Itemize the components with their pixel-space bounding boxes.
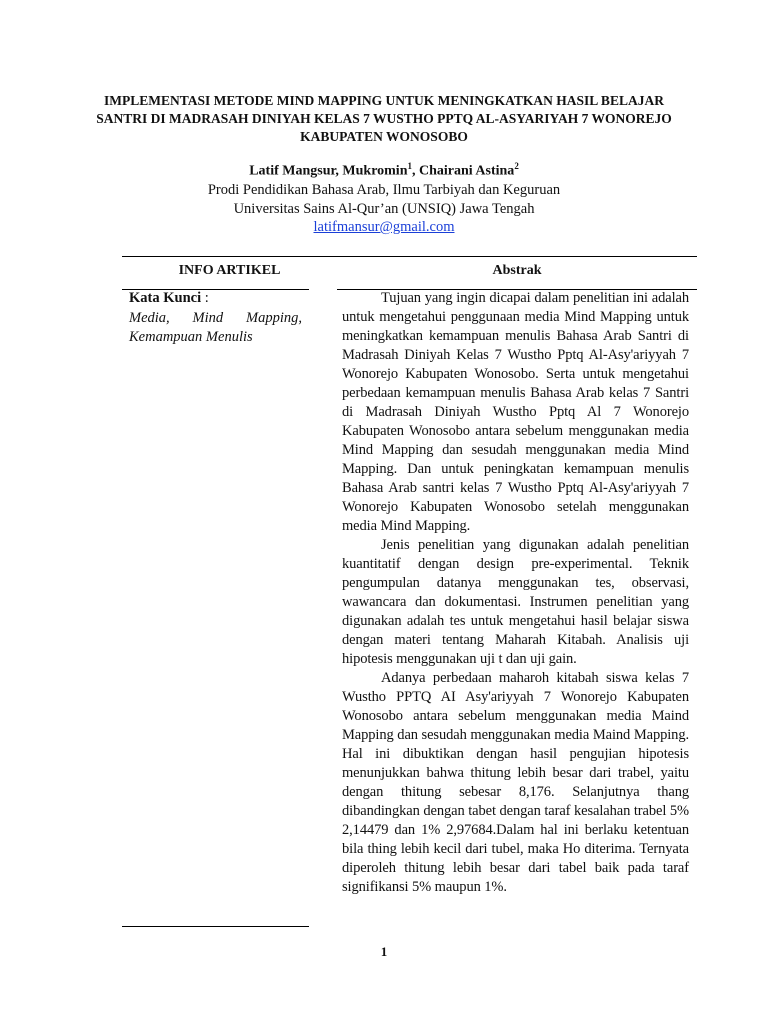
abstract-paragraph: Jenis penelitian yang digunakan adalah penelitian kuantitatif dengan design pre-experimental. Teknik pengumpulan datanya menggunakan tes, observasi, wawancara dan dokumentasi. Instrumen penelitian yang digunakan adalah tes untuk mengetahui hasil belajar siswa dengan materi tentang Maharah Kitabah. Analisis uji hipotesis menggunakan uji t dan uji gain. [342, 537, 689, 667]
abstract-paragraph: Tujuan yang ingin dicapai dalam penelitian ini adalah untuk mengetahui penggunaan media Mind Mapping untuk meningkatkan kemampuan menulis Bahasa Arab Santri di Madrasah Diniyah Kelas 7 Wustho Pptq Al-Asy'ariyyah 7 Wonorejo Kabupaten Wonosobo. Serta untuk mengetahui perbedaan kemampuan menulis Bahasa Arab kelas 7 Santri di Madrasah Diniyah Wustho Pptq Al 7 Wonorejo Kabupaten Wonosobo antara sebelum menggunakan media Mind Mapping dan sesudah menggunakan media Mind Mapping. Dan untuk peningkatan kemampuan menulis Bahasa Arab santri kelas 7 Wustho Pptq Al-Asy'ariyyah 7 Wonorejo Kabupaten Wonosobo setelah menggunakan media Mind Mapping. [342, 290, 689, 534]
author-email-link[interactable]: latifmansur@gmail.com [313, 219, 455, 235]
author-line [120, 161, 648, 180]
affiliation-department: Prodi Pendidikan Bahasa Arab, Ilmu Tarbiyah dan Keguruan [207, 182, 561, 198]
abstract-heading: Abstrak [492, 263, 542, 278]
info-artikel-heading: INFO ARTIKEL [178, 263, 281, 278]
affiliation-marker: 1 [407, 161, 412, 171]
paper-title: IMPLEMENTASI METODE MIND MAPPING UNTUK MENINGKATKAN HASIL BELAJAR SANTRI DI MADRASAH DINIYAH KELAS 7 WUSTHO PPTQ AL-ASYARIYAH 7 WONOREJO KABUPATEN WONOSOBO [96, 93, 672, 144]
table-top-rule [122, 256, 697, 257]
keywords-list: Media, Mind Mapping, Kemampuan Menulis [129, 310, 302, 345]
affiliation-marker: 2 [514, 161, 519, 171]
page-number: 1 [380, 944, 388, 959]
abstract-paragraph: Adanya perbedaan maharoh kitabah siswa kelas 7 Wustho PPTQ AI Asy'ariyyah 7 Wonorejo Kabupaten Wonosobo antara sebelum menggunakan media Maind Mapping dan sesudah menggunakan media Maind Mapping. Hal ini dibuktikan dengan hasil pengujian hipotesis menunjukkan bahwa thitung lebih besar dari trabel, yaitu dengan thitung sebesar 8,176. Selanjutnya thang dibandingkan dengan tabet dengan taraf kesalahan trabel 5% 2,14479 dan 1% 2,97684.Dalam hal ini berlaku ketentuan bila thing lebih kecil dari tubel, maka Ho diterima. Ternyata diperoleh thitung lebih besar dari tabel baik pada taraf signifikansi 5% maupun 1%. [342, 670, 689, 895]
abstract-body [342, 289, 689, 897]
info-bottom-rule [122, 926, 309, 927]
author-names: Latif Mangsur, Mukromin [249, 163, 408, 179]
keywords-label: Kata Kunci : [129, 290, 209, 306]
author-name: , Chairani Astina [412, 163, 515, 179]
affiliation-university: Universitas Sains Al-Qur’an (UNSIQ) Jawa Tengah [233, 201, 535, 217]
